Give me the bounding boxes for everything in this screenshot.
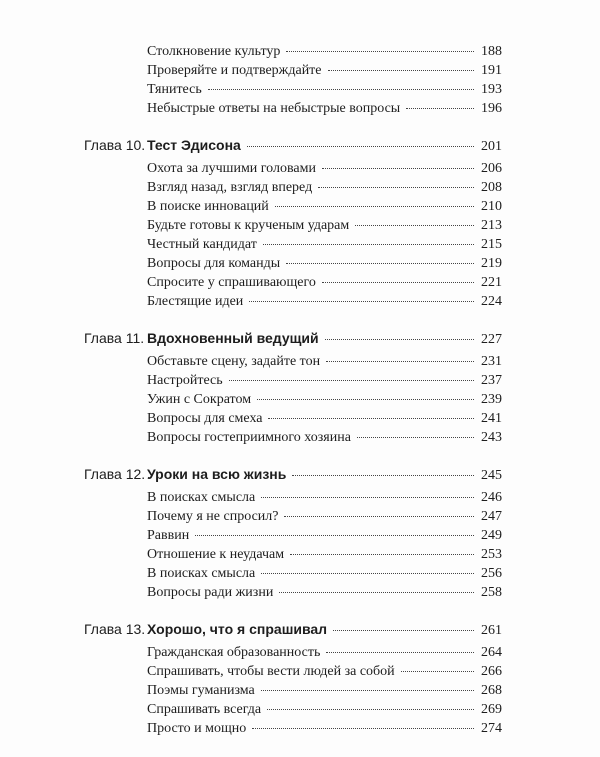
entry-page-number: 191	[481, 63, 502, 78]
toc-entry	[84, 199, 502, 218]
dot-leader	[267, 709, 474, 710]
dot-leader	[261, 497, 474, 498]
entry-title: Небыстрые ответы на небыстрые вопросы	[147, 101, 401, 116]
dot-leader	[322, 168, 474, 169]
toc-entry	[84, 237, 502, 256]
toc-entry	[84, 547, 502, 566]
toc-entry	[84, 645, 502, 664]
dot-leader	[263, 244, 474, 245]
entry-page-number: 188	[481, 44, 502, 59]
toc-entry	[84, 218, 502, 237]
entry-page-number: 206	[481, 161, 502, 176]
entry-title: Будьте готовы к крученым ударам	[147, 218, 350, 233]
chapter-page-number: 261	[481, 623, 502, 638]
entry-title: Охота за лучшими головами	[147, 161, 316, 176]
chapter-page-number: 245	[481, 468, 502, 483]
chapter-number: Глава 10.	[84, 137, 146, 153]
chapter-heading	[84, 137, 502, 158]
chapter-heading	[84, 466, 502, 487]
toc-entry	[84, 683, 502, 702]
entry-title: Проверяйте и подтверждайте	[147, 63, 322, 78]
entry-title: Раввин	[147, 528, 190, 543]
toc-chapter	[84, 466, 502, 604]
dot-leader	[325, 339, 474, 340]
toc-entry	[84, 702, 502, 721]
entry-title: В поисках смысла	[147, 490, 256, 505]
dot-leader	[290, 554, 474, 555]
dot-leader	[401, 671, 474, 672]
entry-title: Ужин с Сократом	[147, 392, 252, 407]
entry-title: Столкновение культур	[147, 44, 281, 59]
entry-page-number: 241	[481, 411, 502, 426]
toc-entry	[84, 256, 502, 275]
entry-title: Вопросы для команды	[147, 256, 281, 271]
chapter-page-number: 227	[481, 332, 502, 347]
entry-page-number: 231	[481, 354, 502, 369]
dot-leader	[355, 225, 474, 226]
dot-leader	[406, 108, 474, 109]
dot-leader	[318, 187, 474, 188]
chapter-page-number: 201	[481, 139, 502, 154]
entry-title: Вопросы ради жизни	[147, 585, 274, 600]
dot-leader	[195, 535, 474, 536]
chapter-number: Глава 12.	[84, 466, 146, 482]
entry-title: Вопросы гостеприимного хозяина	[147, 430, 351, 445]
dot-leader	[326, 652, 474, 653]
toc-entry	[84, 161, 502, 180]
entry-title: Отношение к неудачам	[147, 547, 285, 562]
dot-leader	[268, 418, 474, 419]
toc-entry	[84, 664, 502, 683]
entry-title: Поэмы гуманизма	[147, 683, 255, 698]
entry-title: Тянитесь	[147, 82, 202, 97]
toc-entry	[84, 82, 502, 101]
entry-page-number: 247	[481, 509, 502, 524]
toc-chapter	[84, 137, 502, 313]
toc-entry	[84, 373, 502, 392]
entry-page-number: 266	[481, 664, 502, 679]
entry-page-number: 274	[481, 721, 502, 736]
toc-entry	[84, 585, 502, 604]
dot-leader	[328, 70, 474, 71]
dot-leader	[208, 89, 474, 90]
entry-page-number: 210	[481, 199, 502, 214]
toc-entry	[84, 721, 502, 740]
entry-page-number: 196	[481, 101, 502, 116]
entry-page-number: 256	[481, 566, 502, 581]
entry-page-number: 221	[481, 275, 502, 290]
dot-leader	[357, 437, 474, 438]
dot-leader	[292, 475, 474, 476]
entry-page-number: 213	[481, 218, 502, 233]
entry-page-number: 249	[481, 528, 502, 543]
toc-entry	[84, 490, 502, 509]
entry-title: Почему я не спросил?	[147, 509, 279, 524]
toc-chapter	[84, 44, 502, 120]
entry-page-number: 215	[481, 237, 502, 252]
entry-title: Просто и мощно	[147, 721, 247, 736]
dot-leader	[326, 361, 474, 362]
toc-entry	[84, 411, 502, 430]
dot-leader	[286, 263, 474, 264]
dot-leader	[257, 399, 474, 400]
dot-leader	[284, 516, 474, 517]
toc-entry	[84, 566, 502, 585]
entry-page-number: 268	[481, 683, 502, 698]
dot-leader	[333, 630, 474, 631]
entry-title: В поиске инноваций	[147, 199, 269, 214]
entry-title: Блестящие идеи	[147, 294, 244, 309]
toc-entry	[84, 354, 502, 373]
toc-entry	[84, 101, 502, 120]
chapter-number: Глава 13.	[84, 621, 146, 637]
entry-page-number: 246	[481, 490, 502, 505]
entry-title: Честный кандидат	[147, 237, 257, 252]
dot-leader	[252, 728, 474, 729]
chapter-title: Хорошо, что я спрашивал	[147, 621, 328, 637]
chapter-heading	[84, 330, 502, 351]
entry-title: Спросите у спрашивающего	[147, 275, 316, 290]
toc-entry	[84, 180, 502, 199]
dot-leader	[261, 690, 474, 691]
entry-title: Вопросы для смеха	[147, 411, 263, 426]
toc-entry	[84, 63, 502, 82]
entry-title: Настройтесь	[147, 373, 223, 388]
dot-leader	[249, 301, 474, 302]
entry-page-number: 243	[481, 430, 502, 445]
entry-page-number: 193	[481, 82, 502, 97]
entry-page-number: 264	[481, 645, 502, 660]
dot-leader	[229, 380, 474, 381]
entry-page-number: 237	[481, 373, 502, 388]
chapter-title: Тест Эдисона	[147, 137, 241, 153]
toc-chapter	[84, 621, 502, 740]
toc-entry	[84, 528, 502, 547]
entry-title: Обставьте сцену, задайте тон	[147, 354, 321, 369]
entry-page-number: 219	[481, 256, 502, 271]
dot-leader	[286, 51, 474, 52]
entry-title: Спрашивать всегда	[147, 702, 262, 717]
dot-leader	[247, 146, 474, 147]
entry-page-number: 208	[481, 180, 502, 195]
toc-entry	[84, 44, 502, 63]
entry-title: Спрашивать, чтобы вести людей за собой	[147, 664, 395, 679]
entry-title: В поисках смысла	[147, 566, 256, 581]
toc-entry	[84, 430, 502, 449]
chapter-number: Глава 11.	[84, 330, 145, 346]
toc-entry	[84, 294, 502, 313]
dot-leader	[322, 282, 474, 283]
chapter-title: Уроки на всю жизнь	[147, 466, 287, 482]
toc-entry	[84, 392, 502, 411]
toc-chapter	[84, 330, 502, 449]
dot-leader	[279, 592, 474, 593]
entry-page-number: 253	[481, 547, 502, 562]
entry-page-number: 239	[481, 392, 502, 407]
dot-leader	[275, 206, 474, 207]
chapter-title: Вдохновенный ведущий	[147, 330, 319, 346]
entry-page-number: 224	[481, 294, 502, 309]
entry-title: Гражданская образованность	[147, 645, 321, 660]
entry-page-number: 258	[481, 585, 502, 600]
toc-entry	[84, 275, 502, 294]
toc-entry	[84, 509, 502, 528]
table-of-contents	[84, 44, 502, 757]
entry-page-number: 269	[481, 702, 502, 717]
chapter-heading	[84, 621, 502, 642]
dot-leader	[261, 573, 474, 574]
entry-title: Взгляд назад, взгляд вперед	[147, 180, 313, 195]
